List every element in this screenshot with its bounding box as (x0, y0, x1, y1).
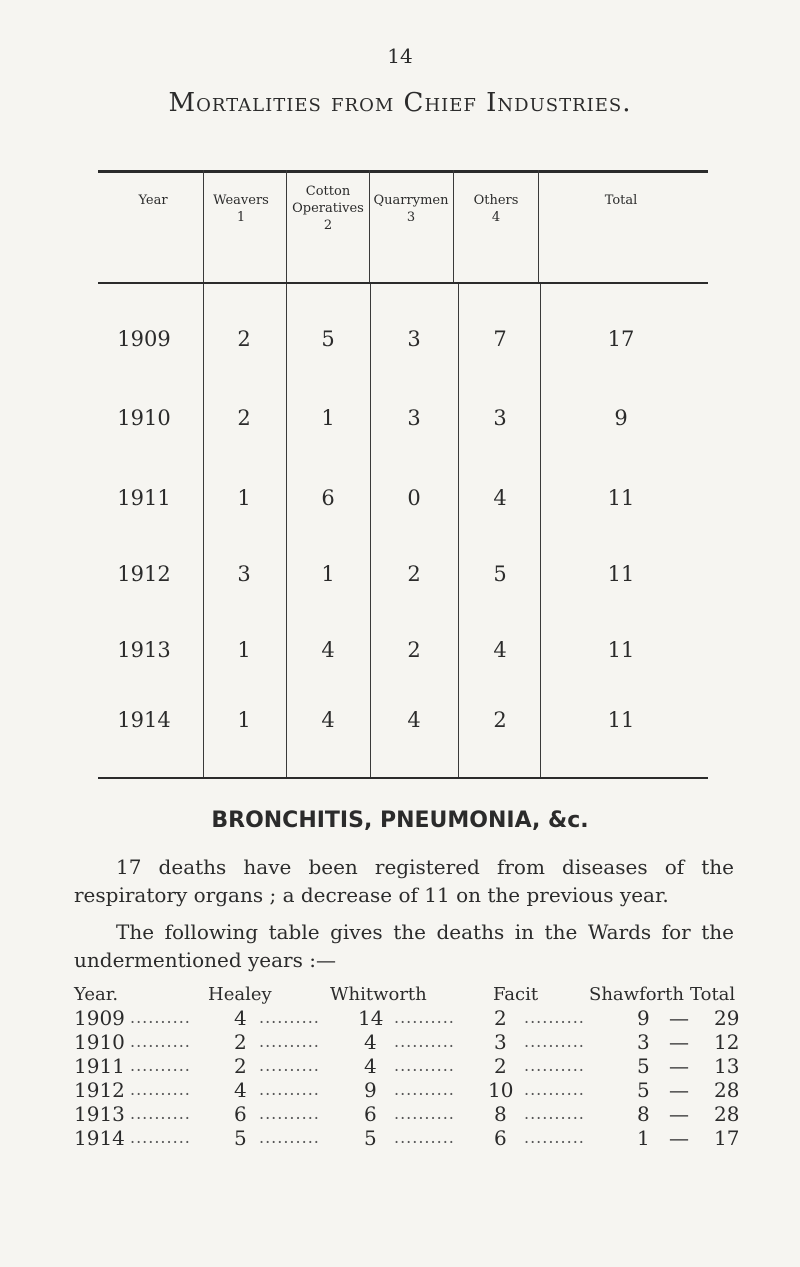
header-cotton-operatives: Cotton Operatives 2 (292, 184, 364, 233)
header-facit: Facit (493, 984, 539, 1005)
table-row: 1912 .......... 4 .......... 9 .......... 10 .......... 5 — 28 (74, 1078, 740, 1102)
dot-leader: .......... (524, 1080, 585, 1099)
dot-leader: .......... (524, 1008, 585, 1027)
dot-leader: .......... (130, 1056, 191, 1075)
header-year: Year (138, 193, 168, 208)
header-whitworth: Whitworth (330, 984, 427, 1005)
paragraph: 17 deaths have been registered from diseases of the respiratory organs ; a decrease of 11 on the previous year. (74, 855, 734, 907)
column-divider (203, 284, 204, 777)
dot-leader: .......... (259, 1008, 320, 1027)
dot-leader: .......... (130, 1104, 191, 1123)
table-row: 1913 .......... 6 .......... 6 .......... 8 .......... 8 — 28 (74, 1102, 740, 1126)
header-total: Total (690, 984, 736, 1005)
header-healey: Healey (208, 984, 272, 1005)
dot-leader: .......... (394, 1032, 455, 1051)
paragraph: The following table gives the deaths in the Wards for the undermentioned years :— (74, 920, 734, 972)
dot-leader: .......... (394, 1128, 455, 1147)
dot-leader: .......... (259, 1032, 320, 1051)
table-row: 1913 1 4 2 4 11 (117, 638, 635, 662)
page-title: Mortalities from Chief Industries. (168, 88, 632, 118)
section-heading: BRONCHITIS, PNEUMONIA, &c. (211, 808, 589, 833)
dot-leader: .......... (259, 1128, 320, 1147)
dash: — (669, 1030, 689, 1054)
column-divider (453, 170, 454, 282)
dash: — (669, 1006, 689, 1030)
table-header-rule (98, 282, 708, 284)
header-total: Total (604, 193, 638, 208)
dot-leader: .......... (130, 1080, 191, 1099)
dot-leader: .......... (394, 1104, 455, 1123)
dot-leader: .......... (259, 1080, 320, 1099)
dot-leader: .......... (130, 1008, 191, 1027)
table-row: 1912 3 1 2 5 11 (117, 562, 635, 586)
header-weavers: Weavers 1 (213, 193, 269, 225)
dot-leader: .......... (130, 1128, 191, 1147)
dot-leader: .......... (259, 1104, 320, 1123)
column-divider (458, 284, 459, 777)
table-row: 1909 2 5 3 7 17 (117, 327, 635, 351)
table-bottom-rule (98, 777, 708, 779)
dot-leader: .......... (524, 1128, 585, 1147)
industries-table (98, 170, 708, 782)
dash: — (669, 1126, 689, 1150)
column-divider (203, 170, 204, 282)
column-divider (370, 284, 371, 777)
dash: — (669, 1054, 689, 1078)
page-number: 14 (387, 44, 413, 68)
table-row: 1914 .......... 5 .......... 5 .......... 6 .......... 1 — 17 (74, 1126, 740, 1150)
dot-leader: .......... (524, 1032, 585, 1051)
dot-leader: .......... (394, 1056, 455, 1075)
wards-table-header (74, 984, 754, 1006)
dot-leader: .......... (524, 1056, 585, 1075)
table-row: 1910 .......... 2 .......... 4 .......... 3 .......... 3 — 12 (74, 1030, 740, 1054)
table-row: 1914 1 4 4 2 11 (117, 708, 635, 732)
dash: — (669, 1078, 689, 1102)
table-top-rule (98, 170, 708, 173)
column-divider (286, 284, 287, 777)
header-quarrymen: Quarrymen 3 (373, 193, 449, 225)
dot-leader: .......... (394, 1080, 455, 1099)
table-row: 1911 1 6 0 4 11 (117, 486, 635, 510)
header-shawforth: Shawforth (589, 984, 684, 1005)
table-row: 1910 2 1 3 3 9 (117, 406, 628, 430)
table-row: 1909 .......... 4 .......... 14 .......... 2 .......... 9 — 29 (74, 1006, 740, 1030)
dot-leader: .......... (524, 1104, 585, 1123)
header-year: Year. (74, 984, 119, 1005)
table-row: 1911 .......... 2 .......... 4 .......... 2 .......... 5 — 13 (74, 1054, 740, 1078)
wards-table (74, 984, 754, 1150)
dot-leader: .......... (259, 1056, 320, 1075)
dash: — (669, 1102, 689, 1126)
dot-leader: .......... (130, 1032, 191, 1051)
dot-leader: .......... (394, 1008, 455, 1027)
column-divider (540, 284, 541, 777)
header-others: Others 4 (473, 193, 519, 225)
column-divider (538, 170, 539, 282)
